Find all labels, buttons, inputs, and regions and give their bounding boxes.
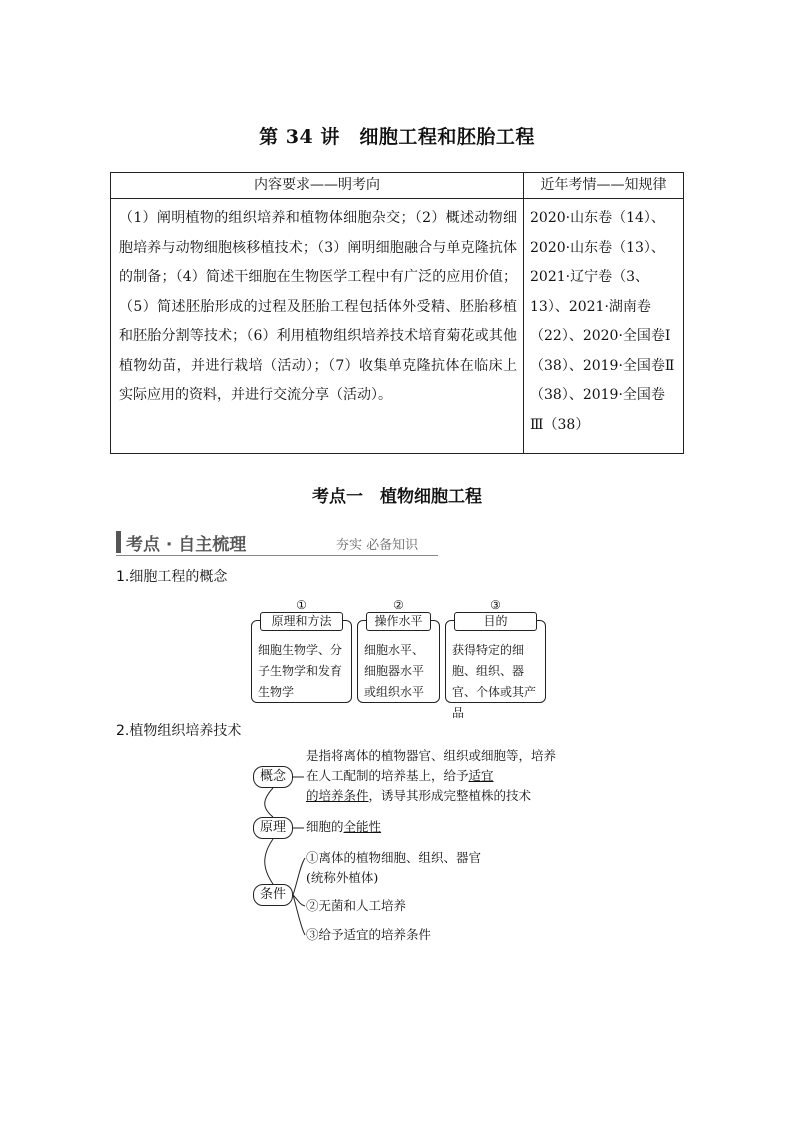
- connector-concept-principle: [265, 788, 273, 817]
- box-body: 获得特定的细胞、组织、器官、个体或其产品: [452, 643, 537, 720]
- condition-item-1: [306, 848, 481, 888]
- connector-condition-3: [293, 895, 305, 935]
- box-body: 细胞水平、细胞器水平或组织水平: [364, 643, 425, 699]
- requirements-cell: （1）阐明植物的组织培养和植物体细胞杂交；（2）概述动物细胞培养与动物细胞核移植技术；（3）阐明细胞融合与单克隆抗体的制备；（4）简述干细胞在生物医学工程中有广泛的应用价值；（5）简述胚胎形成的过程及胚胎工程包括体外受精、胚胎移植和胚胎分割等技术；（6）利用植物组织培养技术培育菊花或其他植物幼苗，并进行栽培（活动）；（7）收集单克隆抗体在临床上实际应用的资料，并进行交流分享（活动）。: [111, 199, 524, 453]
- condition-1-note: (统称外植体): [306, 870, 379, 885]
- connector-principle-condition: [265, 839, 273, 884]
- box-body: 细胞生物学、分子生物学和发育生物学: [258, 643, 343, 699]
- connector-condition-1: [293, 858, 305, 895]
- concept-text-a: 是指将离体的植物器官、组织或细胞等，培养在人工配制的培养基上，给予: [306, 748, 557, 783]
- box-number: ②: [393, 598, 404, 612]
- banner-title: 考点 · 自主梳理: [126, 535, 247, 555]
- mindmap-node-concept: 概念: [253, 766, 293, 788]
- banner-subtitle: 夯实 必备知识: [336, 538, 419, 553]
- section-title: 考点一 植物细胞工程: [312, 487, 482, 507]
- condition-item-2: ②无菌和人工培养: [306, 898, 407, 913]
- concept-description: [306, 746, 556, 806]
- mindmap-node-principle: 原理: [253, 817, 293, 839]
- exam-history-cell: 2020·山东卷（14）、2020·山东卷（13）、2021·辽宁卷（3、13）、2021·湖南卷（22）、2020·全国卷Ⅰ（38）、2019·全国卷Ⅱ（38）、2019·全国卷Ⅲ（38）: [530, 210, 675, 433]
- heading-cell-engineering-concept: 1.细胞工程的概念: [116, 569, 228, 585]
- principle-text-a: 细胞的: [306, 819, 344, 834]
- box-label: 目的: [454, 612, 537, 631]
- concept-text-b: ，诱导其形成完整植株的技术: [368, 788, 532, 803]
- principle-description: [306, 817, 381, 837]
- box-number: ③: [490, 598, 501, 612]
- concept-text-underlined-1: 适宜: [468, 768, 494, 783]
- box-label: 操作水平: [366, 612, 431, 631]
- principle-text-underlined: 全能性: [343, 819, 382, 834]
- concept-text-underlined-2: 的培养条件: [306, 788, 369, 803]
- box-number: ①: [296, 598, 307, 612]
- table-header-requirements: 内容要求——明考向: [111, 173, 524, 199]
- table-header-exam-history: 近年考情——知规律: [524, 173, 683, 199]
- condition-1-text: ①离体的植物细胞、组织、器官: [306, 850, 482, 865]
- mindmap-node-condition: 条件: [253, 884, 293, 906]
- heading-plant-tissue-culture: 2.植物组织培养技术: [116, 723, 242, 739]
- box-label: 原理和方法: [260, 612, 343, 631]
- lecture-title: 第 34 讲 细胞工程和胚胎工程: [259, 126, 535, 148]
- condition-item-3: ③给予适宜的培养条件: [306, 927, 432, 942]
